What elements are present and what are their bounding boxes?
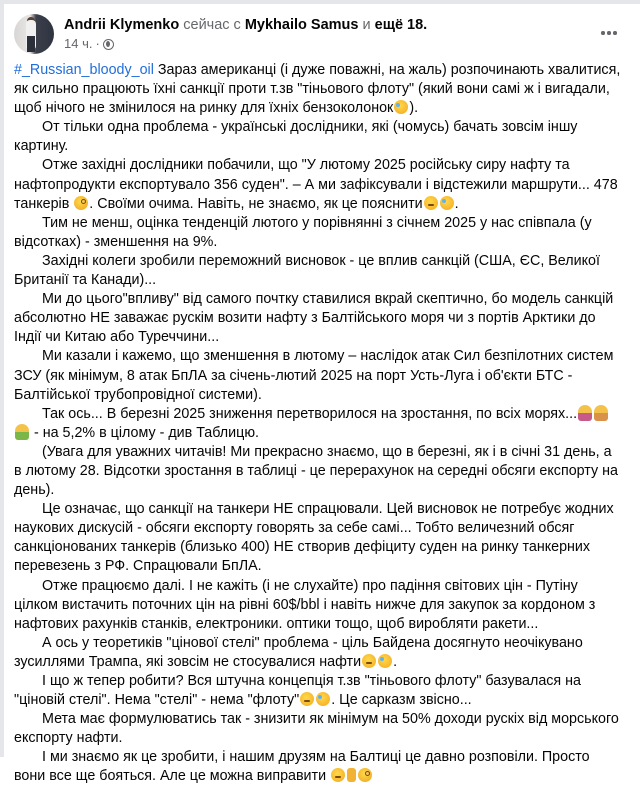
paragraph-text: ). — [409, 100, 419, 117]
paragraph: Отже працюємо далі. І не кажіть (і не слухайте) про падіння світових цін - Путіну цілком вистачить поточних цін на рівні 60$/bbl і навіть нижче для закупок за кордоном з нафтових рахунків станків, електроники. оптики тощо, щоб виробляти ракети... — [14, 577, 596, 632]
facebook-post — [4, 4, 640, 785]
paragraph — [14, 61, 622, 118]
monocle-face-icon — [358, 768, 372, 782]
paragraph: Ми казали і кажемо, що зменшення в лютому – наслідок атак Сил безпілотних систем ЗСУ (як мінімум, 8 атак БпЛА за січень-лютий 2025 на порт Усть-Луга і об'єкти БТС - Балтійської трубопровідної системи). — [14, 348, 614, 403]
more-options-icon-dot — [607, 31, 611, 35]
paragraph-text: . — [454, 195, 459, 212]
paragraph: (Увага для уважних читачів! Ми прекрасно знаємо, що в березні, як і в січні 31 день, а в лютому 28. Відсотки зростання в таблиці - це перерахунок на середні обсяги експорту на день). — [14, 443, 618, 499]
others-link[interactable]: ещё 18 — [374, 17, 424, 33]
period: . — [423, 17, 428, 33]
more-options-button[interactable] — [594, 18, 624, 48]
author-name-link[interactable]: Andrii Klymenko — [64, 17, 180, 33]
paragraph: Це означає, що санкції на танкери НЕ спрацювали. Цей висновок не потребує жодних наукових дискусій - обсяги експорту говорять за себе самі... Тобто величезний обсяг санкціонованих танкерів (близько 400) НЕ створив дефіциту суден на ринку танкерних перевезень з РФ. Спрацювали БпЛА. — [14, 501, 614, 575]
more-options-icon-dot — [613, 31, 617, 35]
globe-icon[interactable] — [103, 39, 114, 50]
post-header — [14, 14, 630, 58]
paragraph: Тим не менш, оцінка тенденцій лютого у порівнянні з січнем 2025 у нас співпала (у відсотках) - зменшення на 9%. — [14, 214, 592, 250]
avatar-legs — [27, 36, 35, 52]
paragraph — [14, 672, 622, 710]
tag-connector: сейчас с — [183, 17, 241, 33]
author-line — [64, 16, 427, 34]
paragraph-text: . Своїми очима. Навіть, не знаємо, як це пояснити — [89, 195, 423, 212]
paragraph — [14, 156, 622, 213]
paragraph — [14, 634, 622, 672]
paragraph: От тільки одна проблема - українські дослідники, які (чомусь) бачать зовсім іншу картину. — [14, 119, 578, 155]
winking-face-icon — [331, 768, 345, 782]
paragraph-text: І ми знаємо як це зробити, і нашим друзям на Балтиці це давно розповіли. Просто вони все ще бояться. Але це можна виправити — [14, 749, 590, 785]
paragraph: Ми до цього"впливу" від самого почтку ставилися вкрай скептично, бо модель санкцій абсолютно НЕ заважає рускім возити нафту з Балтійського моря чи з портів Арктики до Індії чи Китаю або Туреччини... — [14, 291, 614, 346]
person-shrugging-icon — [15, 424, 29, 440]
paragraph: Західні колеги зробили переможний висновок - це вплив санкцій (США, ЄС, Великої Британії та Канади)... — [14, 252, 600, 289]
paragraph-text: Отже західні дослідники побачили, що "У лютому 2025 російську сиру нафту та нафтопродукти експортувало 356 суден". – А ми зафіксували і відстежили маршрути... 478 танкерів — [14, 157, 618, 212]
timestamp-link[interactable]: 14 ч. — [64, 36, 93, 51]
paragraph-text: А ось у теоретиків "цінової стелі" проблема - ціль Байдена досягнуто неочікувано зусиллями Трампа, які зовсім не стосувалися нафти — [14, 634, 583, 670]
tagged-user-link[interactable]: Mykhailo Samus — [244, 17, 359, 33]
paragraph: Мета має формулюватись так - знизити як мінімум на 50% доходи рускіх від морського експорту нафти. — [14, 711, 619, 747]
winking-face-icon — [300, 692, 314, 706]
paragraph-text: І що ж тепер робити? Вся штучна концепція т.зв "тіньового флоту" базувалася на "ціновій стелі". Нема "стелі" - нема "флоту" — [14, 673, 581, 709]
avatar[interactable] — [14, 14, 54, 54]
paragraph — [14, 405, 622, 443]
rolling-laughing-icon — [316, 692, 330, 706]
paragraph-text: . Це сарказм звісно... — [331, 692, 472, 709]
person-shrugging-icon — [594, 405, 608, 421]
paragraph — [14, 748, 622, 786]
victory-hand-icon — [347, 768, 356, 782]
rolling-laughing-icon — [378, 654, 392, 668]
paragraph-text: Зараз американці (і дуже поважні, на жаль) розпочинають хвалитися, як сильно працюють їхні санкції проти т.зв "тіньового флоту" (який вони самі ж і вигадали, щоб нічого не змінилося на ринку для їхніх бензоколонок — [14, 62, 621, 117]
paragraph-text: . — [393, 653, 398, 670]
paragraph-text: - на 5,2% в цілому - див Таблицю. — [30, 424, 260, 441]
monocle-face-icon — [74, 196, 88, 210]
paragraph-text: Так ось... В березні 2025 зниження перетворилося на зростання, по всіх морях... — [42, 405, 578, 422]
rolling-laughing-icon — [440, 196, 454, 210]
and-word: и — [362, 17, 371, 33]
winking-face-icon — [424, 196, 438, 210]
hashtag-link[interactable]: #_Russian_bloody_oil — [14, 62, 154, 78]
rolling-laughing-icon — [394, 100, 408, 114]
post-meta — [64, 36, 114, 52]
post-body — [14, 61, 622, 787]
more-options-icon-dot — [601, 31, 605, 35]
person-facepalming-icon — [578, 405, 592, 421]
meta-separator: · — [95, 36, 100, 51]
winking-face-icon — [362, 654, 376, 668]
